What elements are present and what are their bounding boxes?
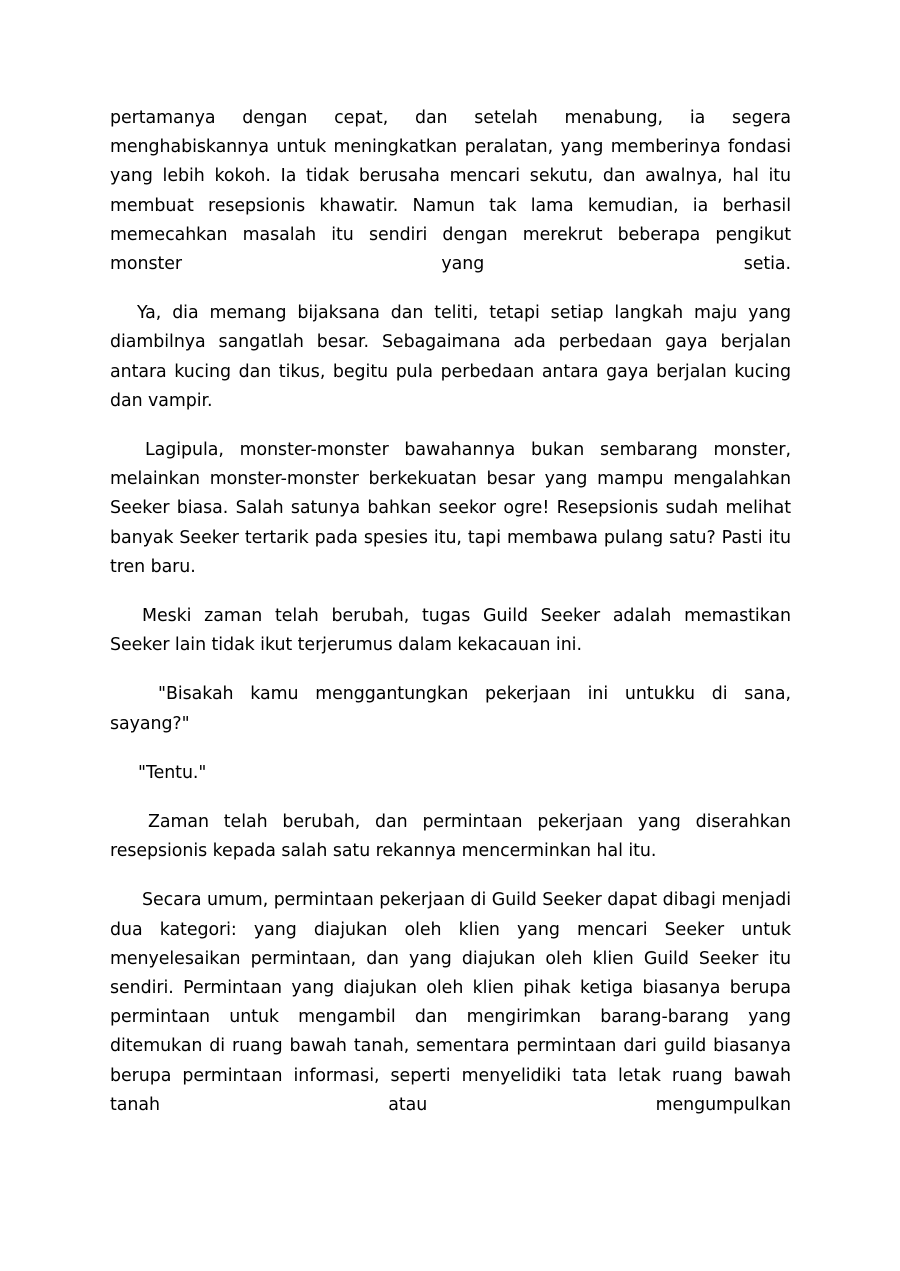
paragraph: Meski zaman telah berubah, tugas Guild Seeker adalah memastikan Seeker lain tidak ikut terjerumus dalam kekacauan ini. [110, 606, 791, 656]
paragraph: Lagipula, monster-monster bawahannya bukan sembarang monster, melainkan monster-monster berkekuatan besar yang mampu mengalahkan Seeker biasa. Salah satunya bahkan seekor ogre! Resepsionis sudah melihat banyak Seeker tertarik pada spesies itu, tapi membawa pulang satu? Pasti itu tren baru. [110, 440, 791, 577]
paragraph: pertamanya dengan cepat, dan setelah menabung, ia segera menghabiskannya untuk meningkatkan peralatan, yang memberinya fondasi yang lebih kokoh. Ia tidak berusaha mencari sekutu, dan awalnya, hal itu membuat resepsionis khawatir. Namun tak lama kemudian, ia berhasil memecahkan masalah itu sendiri dengan merekrut beberapa pengikut monster yang setia. [110, 108, 791, 275]
paragraph: Secara umum, permintaan pekerjaan di Guild Seeker dapat dibagi menjadi dua kategori: yang diajukan oleh klien yang mencari Seeker untuk menyelesaikan permintaan, dan yang diajukan oleh klien Guild Seeker itu sendiri. Permintaan yang diajukan oleh klien pihak ketiga biasanya berupa permintaan untuk mengambil dan mengirimkan barang-barang yang ditemukan di ruang bawah tanah, sementara permintaan dari guild biasanya berupa permintaan informasi, seperti menyelidiki tata letak ruang bawah tanah atau mengumpulkan [110, 890, 791, 1115]
paragraph: Zaman telah berubah, dan permintaan pekerjaan yang diserahkan resepsionis kepada salah satu rekannya mencerminkan hal itu. [110, 812, 791, 862]
paragraph-dialogue: "Bisakah kamu menggantungkan pekerjaan ini untukku di sana, sayang?" [110, 684, 791, 734]
paragraph-dialogue: "Tentu." [138, 762, 207, 783]
paragraph: Ya, dia memang bijaksana dan teliti, tetapi setiap langkah maju yang diambilnya sangatlah besar. Sebagaimana ada perbedaan gaya berjalan antara kucing dan tikus, begitu pula perbedaan antara gaya berjalan kucing dan vampir. [110, 303, 791, 411]
body-text-column [110, 104, 791, 1120]
